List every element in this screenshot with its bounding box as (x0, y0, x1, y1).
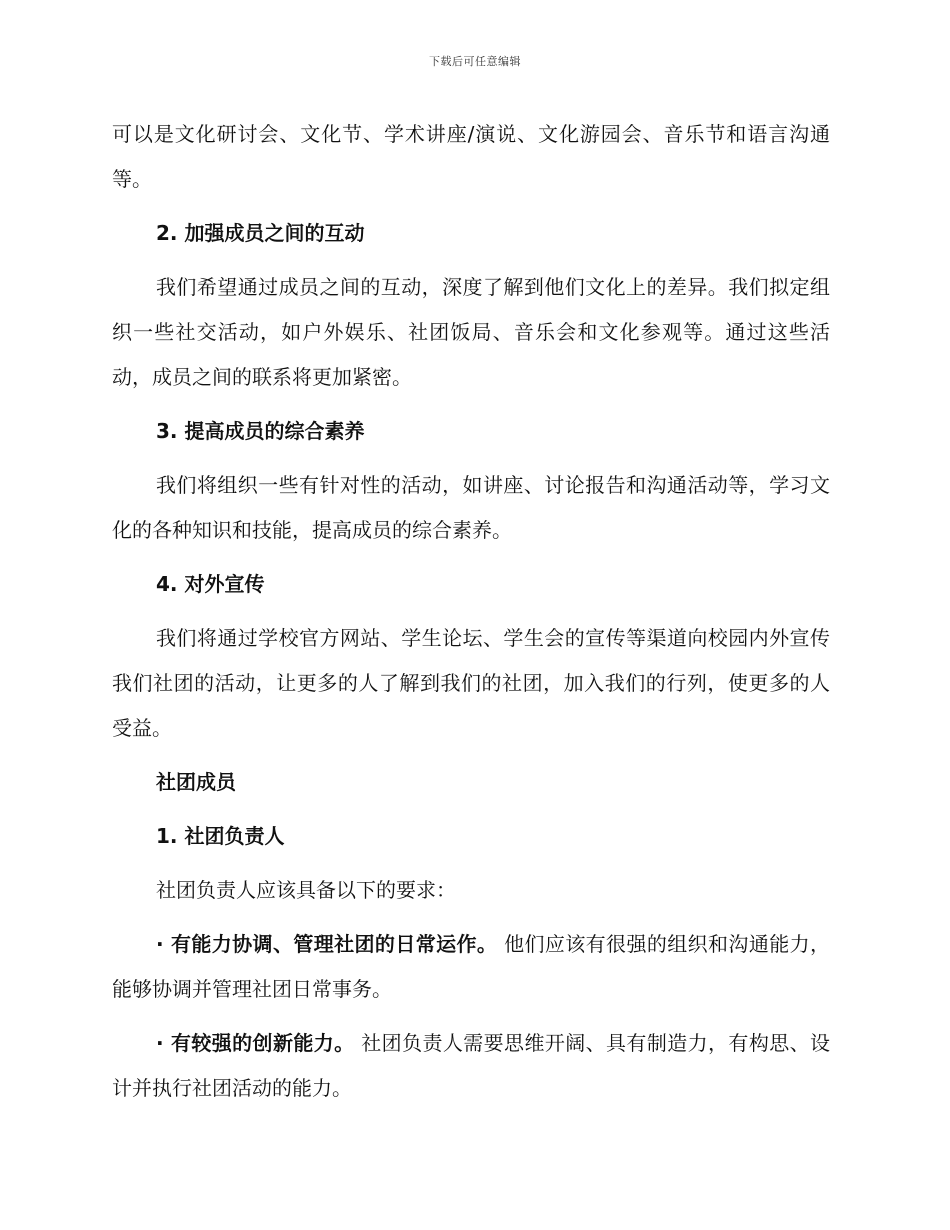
section-heading-publicity: 4. 对外宣传 (156, 572, 265, 596)
paragraph-publicity: 我们将通过学校官方网站、学生论坛、学生会的宣传等渠道向校园内外宣传我们社团的活动，让更多的人了解到我们的社团，加入我们的行列，使更多的人受益。 (112, 626, 830, 740)
bullet-text: 他们应该有很强的组织和沟通能力，能够协调并管理社团日常事务。 (112, 932, 831, 1001)
paragraph-leader-requirements: 社团负责人应该具备以下的要求： (156, 878, 456, 902)
continuation-paragraph: 可以是文化研讨会、文化节、学术讲座/演说、文化游园会、音乐节和语言沟通等。 (112, 122, 830, 191)
bullet-text: 社团负责人需要思维开阔、具有制造力，有构思、设计并执行社团活动的能力。 (112, 1031, 831, 1100)
section-heading-members: 社团成员 (156, 770, 236, 794)
paragraph-interaction: 我们希望通过成员之间的互动，深度了解到他们文化上的差异。我们拟定组织一些社交活动，如户外娱乐、社团饭局、音乐会和文化参观等。通过这些活动，成员之间的联系将更加紧密。 (112, 275, 830, 389)
paragraph-literacy: 我们将组织一些有针对性的活动，如讲座、讨论报告和沟通活动等，学习文化的各种知识和技能，提高成员的综合素养。 (112, 473, 830, 542)
bullet-lead: · 有较强的创新能力。 (156, 1031, 355, 1055)
bullet-item-innovation (112, 1021, 830, 1111)
document-body (112, 112, 830, 1120)
section-heading-interaction: 2. 加强成员之间的互动 (156, 221, 365, 245)
bullet-lead: · 有能力协调、管理社团的日常运作。 (156, 932, 498, 956)
bullet-item-coordination (112, 922, 830, 1012)
page-header: 下载后可任意编辑 (429, 55, 521, 68)
section-heading-literacy: 3. 提高成员的综合素养 (156, 419, 365, 443)
section-heading-leader: 1. 社团负责人 (156, 824, 285, 848)
